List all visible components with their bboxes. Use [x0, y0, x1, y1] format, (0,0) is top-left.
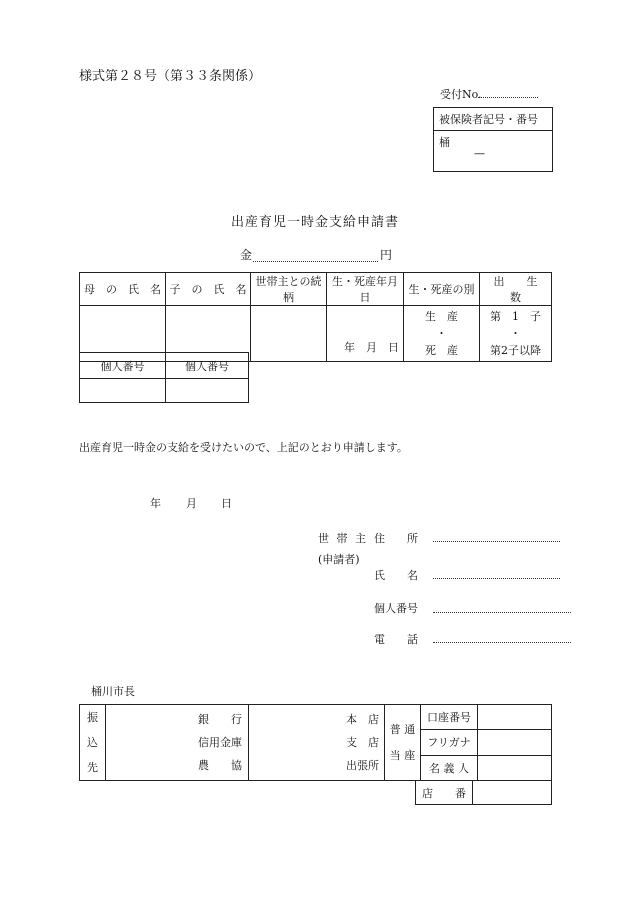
personal-no-field[interactable]: [433, 612, 571, 613]
header-birth-count: 出 生 数: [480, 273, 552, 306]
transfer-char-2: 込: [87, 736, 98, 749]
account-type-field[interactable]: [385, 705, 421, 781]
birth-count-sep: ・: [510, 327, 521, 340]
birth-type-sep: ・: [436, 327, 447, 340]
relationship-field[interactable]: [251, 306, 327, 362]
insured-number-field[interactable]: [434, 131, 553, 172]
header-birth-date: 生・死産年月日: [327, 273, 404, 306]
birth-info-table: [79, 272, 560, 362]
date-day: 日: [221, 497, 232, 510]
mother-personal-no-header: 個人番号: [80, 353, 166, 379]
child-personal-no-header: 個人番号: [166, 353, 249, 379]
personal-number-table: [79, 352, 249, 403]
account-holder-label: 名 義 人: [421, 755, 478, 780]
branch-head: 本 店: [346, 713, 379, 726]
date-month: 月: [186, 497, 197, 510]
insured-dash: —: [474, 147, 485, 160]
birth-date-field[interactable]: [327, 306, 404, 362]
header-relationship: 世帯主との続柄: [251, 273, 327, 306]
name-field[interactable]: [433, 578, 560, 579]
insured-number-box: [433, 107, 553, 172]
branch-number-field[interactable]: [473, 781, 552, 805]
applicant-role-sub: (申請者): [318, 553, 360, 566]
institution-agri-coop: 農 協: [198, 759, 242, 772]
birth-count-first: 第 1 子: [490, 310, 541, 323]
personal-no-label: 個人番号: [374, 602, 418, 615]
birth-count-second: 第2子以降: [490, 344, 541, 357]
transfer-char-1: 振: [87, 711, 98, 724]
birth-type-still: 死 産: [425, 344, 458, 357]
birth-type-field[interactable]: [404, 306, 480, 362]
receipt-number-line[interactable]: [478, 97, 538, 98]
date-year: 年: [150, 497, 161, 510]
address-label: 住 所: [374, 532, 418, 545]
branch-office: 出張所: [346, 759, 379, 772]
branch-branch: 支 店: [346, 736, 379, 749]
furigana-field[interactable]: [478, 730, 552, 755]
birth-count-field[interactable]: [480, 306, 552, 362]
addressee: 桶川市長: [91, 685, 135, 698]
birth-type-live: 生 産: [425, 310, 458, 323]
branch-field[interactable]: [249, 705, 385, 781]
branch-number-table: [415, 780, 552, 805]
amount-field[interactable]: [253, 261, 378, 262]
account-number-label: 口座番号: [421, 705, 478, 730]
account-type-ordinary: 普 通: [389, 722, 416, 736]
insured-label: 被保険者記号・番号: [434, 108, 553, 131]
transfer-label: [80, 705, 106, 781]
mother-personal-no-field[interactable]: [80, 379, 166, 403]
receipt-label: 受付No.: [440, 88, 482, 101]
birth-date-text: 年 月 日: [344, 341, 399, 354]
account-holder-field[interactable]: [478, 755, 552, 780]
header-birth-type: 生・死産の別: [404, 273, 480, 306]
transfer-char-3: 先: [87, 761, 98, 774]
phone-field[interactable]: [433, 642, 571, 643]
applicant-role: 世 帯 主: [318, 532, 368, 545]
furigana-label: フリガナ: [421, 730, 478, 755]
insured-prefix: 桶: [439, 136, 450, 149]
account-type-current: 当 座: [389, 748, 416, 762]
amount-label: 金: [240, 248, 253, 262]
institution-credit-union: 信用金庫: [198, 736, 242, 749]
form-number: 様式第２８号（第３３条関係）: [79, 69, 262, 84]
address-field[interactable]: [433, 541, 560, 542]
header-mother-name: 母 の 氏 名: [80, 273, 166, 306]
branch-number-label: 店 番: [416, 781, 473, 805]
amount-unit: 円: [380, 248, 393, 262]
child-personal-no-field[interactable]: [166, 379, 249, 403]
statement: 出産育児一時金の支給を受けたいので、上記のとおり申請します。: [79, 441, 408, 454]
institution-bank: 銀 行: [198, 713, 242, 726]
phone-label: 電 話: [374, 633, 418, 646]
name-label: 氏 名: [374, 569, 418, 582]
bank-transfer-table: [79, 704, 552, 781]
form-title: 出産育児一時金支給申請書: [231, 215, 400, 230]
header-child-name: 子 の 氏 名: [166, 273, 251, 306]
institution-field[interactable]: [106, 705, 249, 781]
account-number-field[interactable]: [478, 705, 552, 730]
